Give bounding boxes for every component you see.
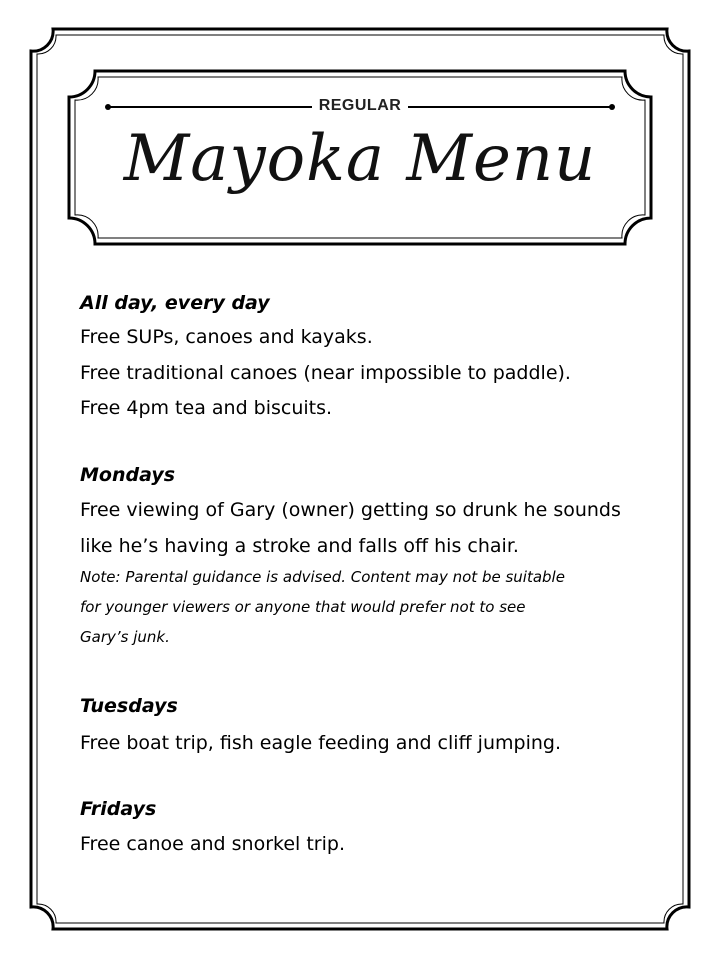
menu-title: Mayoka Menu <box>123 122 597 196</box>
section-heading-mondays: Mondays <box>80 464 176 486</box>
parental-note: Note: Parental guidance is advised. Content may not be suitable <box>80 568 565 586</box>
menu-eyebrow: REGULAR <box>318 97 402 114</box>
menu-item: Free boat trip, fish eagle feeding and cliff jumping. <box>80 732 561 754</box>
menu-item: Free 4pm tea and biscuits. <box>80 397 333 419</box>
parental-note: for younger viewers or anyone that would prefer not to see <box>80 598 526 616</box>
menu-item: Free canoe and snorkel trip. <box>80 833 345 855</box>
menu-item: like he’s having a stroke and falls off his chair. <box>80 535 519 557</box>
section-heading-tuesdays: Tuesdays <box>80 695 178 717</box>
parental-note: Gary’s junk. <box>80 628 170 646</box>
menu-item: Free SUPs, canoes and kayaks. <box>80 326 373 348</box>
section-heading-fridays: Fridays <box>80 798 157 820</box>
menu-item: Free viewing of Gary (owner) getting so drunk he sounds <box>80 499 621 521</box>
section-heading-all-day: All day, every day <box>80 292 270 314</box>
menu-item: Free traditional canoes (near impossible to paddle). <box>80 362 571 384</box>
